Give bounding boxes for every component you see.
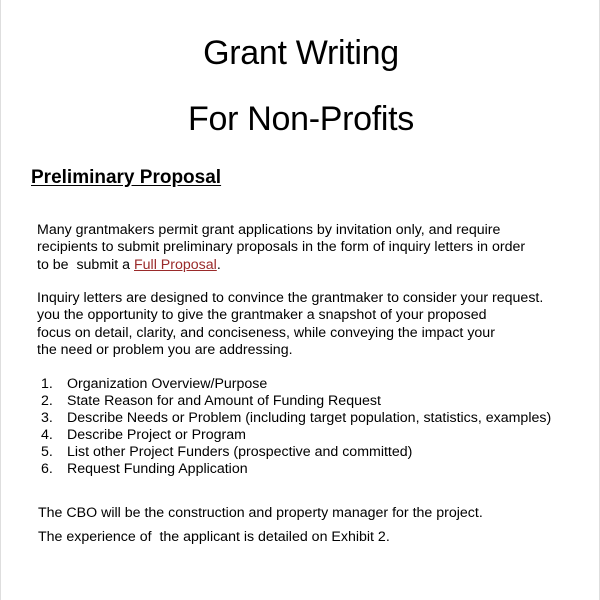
document-title-line-2: For Non-Profits [188, 100, 414, 138]
list-item [41, 410, 551, 427]
inquiry-paragraph [37, 290, 597, 359]
list-item-text: Organization Overview/Purpose [67, 376, 268, 392]
inquiry-line-3: focus on detail, clarity, and conciseness, while conveying the impact your [37, 324, 495, 341]
intro-line-3 [37, 257, 597, 274]
section-heading: Preliminary Proposal [31, 167, 222, 188]
closing-line-2: The experience of the applicant is detailed on Exhibit 2. [38, 529, 390, 545]
list-item-number: 2. [41, 393, 53, 410]
intro-line-1: Many grantmakers permit grant applications by invitation only, and require [37, 222, 501, 238]
intro-line-2: recipients to submit preliminary proposals in the form of inquiry letters in order [37, 239, 526, 256]
list-item [41, 461, 551, 478]
list-item [41, 376, 551, 393]
document-title-line-1: Grant Writing [203, 34, 399, 72]
inquiry-line-4: the need or problem you are addressing. [37, 341, 293, 358]
list-item [41, 427, 551, 444]
list-item-text: Describe Project or Program [67, 427, 246, 444]
inquiry-line-1: Inquiry letters are designed to convince the grantmaker to consider your request. [37, 290, 544, 306]
list-item [41, 393, 551, 410]
list-item-text: Request Funding Application [67, 461, 248, 478]
list-item-text: List other Project Funders (prospective and committed) [67, 444, 413, 461]
intro-paragraph [37, 222, 597, 274]
inquiry-line-2: you the opportunity to give the grantmaker a snapshot of your proposed [37, 307, 487, 324]
intro-line-3-suffix: . [216, 256, 221, 273]
list-item [41, 444, 551, 461]
closing-line-1: The CBO will be the construction and property manager for the project. [38, 505, 483, 521]
list-item-number: 5. [41, 444, 53, 461]
proposal-steps-list [41, 376, 551, 479]
list-item-number: 4. [41, 427, 53, 444]
list-item-text: State Reason for and Amount of Funding Request [67, 393, 381, 410]
intro-line-3-prefix: to be submit a [37, 256, 134, 273]
full-proposal-link[interactable]: Full Proposal [134, 256, 217, 273]
list-item-number: 3. [41, 410, 53, 427]
list-item-number: 1. [41, 376, 53, 392]
list-item-text: Describe Needs or Problem (including target population, statistics, examples) [67, 410, 552, 427]
list-item-number: 6. [41, 461, 53, 478]
